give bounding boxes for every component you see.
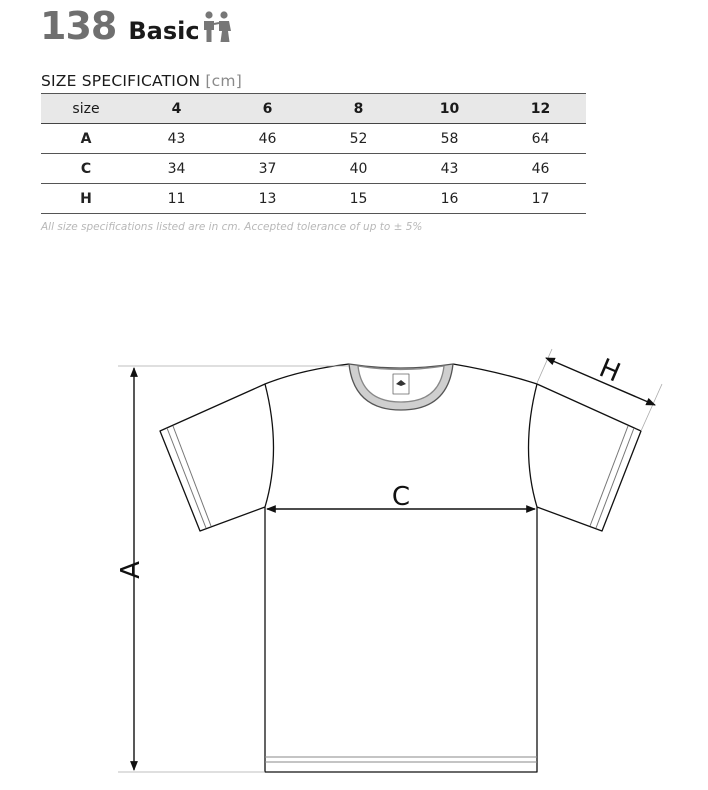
header-cell-size: size xyxy=(41,94,131,124)
table-cell: 13 xyxy=(222,184,313,214)
table-cell: 58 xyxy=(404,124,495,154)
row-label: C xyxy=(41,154,131,184)
table-cell: 40 xyxy=(313,154,404,184)
product-code: 138 xyxy=(40,4,117,48)
t-shirt-outline xyxy=(160,364,641,772)
header-cell: 4 xyxy=(131,94,222,124)
dimension-h-label: H xyxy=(594,353,625,389)
size-spec-title-text: SIZE SPECIFICATION xyxy=(41,72,201,90)
table-cell: 17 xyxy=(495,184,586,214)
tolerance-note: All size specifications listed are in cm. Accepted tolerance of up to ± 5% xyxy=(41,221,423,233)
table-cell: 46 xyxy=(222,124,313,154)
table-cell: 64 xyxy=(495,124,586,154)
header-cell: 12 xyxy=(495,94,586,124)
table-cell: 43 xyxy=(131,124,222,154)
dimension-c-label: C xyxy=(391,482,411,512)
product-name: Basic xyxy=(128,17,200,45)
dimension-a-label: A xyxy=(116,561,146,579)
header-cell: 8 xyxy=(313,94,404,124)
table-cell: 37 xyxy=(222,154,313,184)
header-cell: 10 xyxy=(404,94,495,124)
table-cell: 16 xyxy=(404,184,495,214)
table-cell: 46 xyxy=(495,154,586,184)
table-cell: 15 xyxy=(313,184,404,214)
row-label: H xyxy=(41,184,131,214)
size-spec-unit: [cm] xyxy=(205,72,242,90)
table-cell: 34 xyxy=(131,154,222,184)
table-cell: 52 xyxy=(313,124,404,154)
extension-lines xyxy=(118,349,662,772)
table-cell: 43 xyxy=(404,154,495,184)
header-cell: 6 xyxy=(222,94,313,124)
row-label: A xyxy=(41,124,131,154)
table-cell: 11 xyxy=(131,184,222,214)
